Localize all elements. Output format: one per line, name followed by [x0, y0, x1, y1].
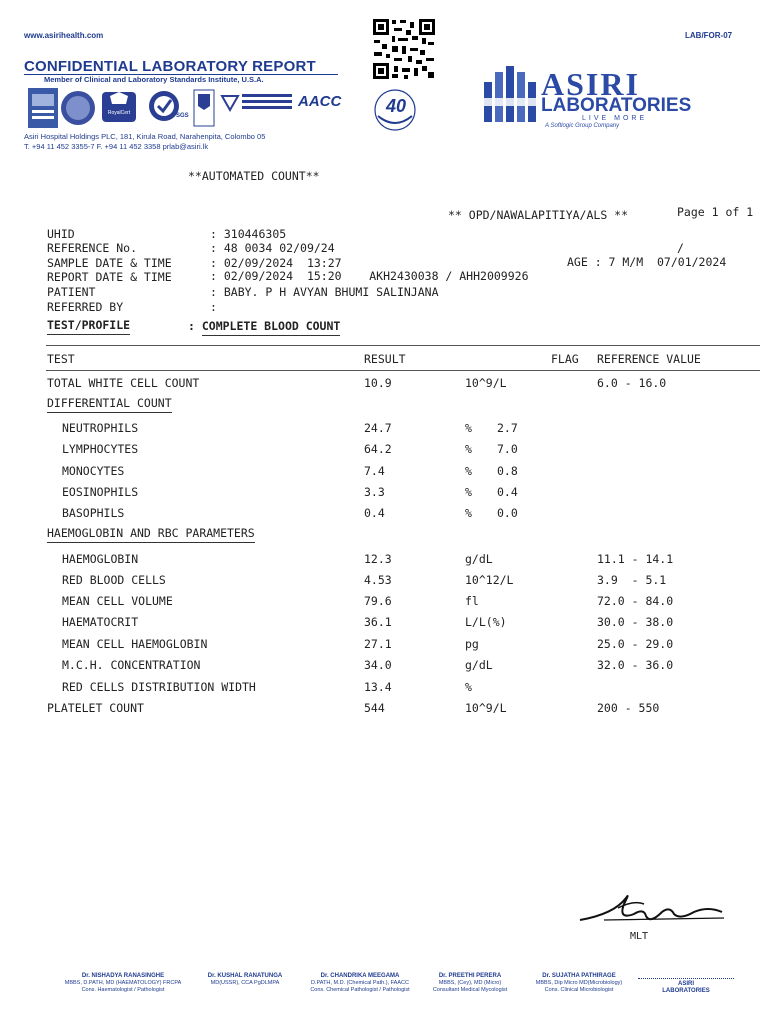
test-name: LYMPHOCYTES — [62, 442, 139, 456]
field-patient-value: : BABY. P H AVYAN BHUMI SALINJANA — [210, 285, 439, 299]
result-value: 3.3 — [364, 485, 385, 499]
svg-text:RoyalCert: RoyalCert — [107, 110, 131, 116]
test-name: HAEMATOCRIT — [62, 615, 139, 629]
table-row — [47, 376, 199, 390]
footer-lab-divider — [638, 978, 734, 979]
field-reference-label: REFERENCE No. — [47, 241, 138, 255]
ref-value: 72.0 - 84.0 — [597, 594, 674, 608]
asiri-logo-mark — [478, 62, 538, 128]
footer-lab-name — [638, 981, 734, 995]
col-flag: FLAG — [551, 352, 579, 366]
result-value: 7.4 — [364, 464, 385, 478]
test-name: BASOPHILS — [62, 506, 125, 520]
col-result: RESULT — [364, 352, 406, 366]
result-value: 10.9 — [364, 376, 392, 390]
unit-value: % — [465, 464, 472, 478]
form-code: LAB/FOR-07 — [685, 31, 733, 40]
ref-value: 32.0 - 36.0 — [597, 658, 674, 672]
doctor-title: MD(USSR), CCA PgDLMPA — [210, 980, 280, 986]
doctor-name: Dr. PREETHI PERERA — [438, 973, 502, 979]
page-indicator: Page 1 of 1 — [677, 205, 754, 219]
result-value: 36.1 — [364, 615, 392, 629]
field-uhid-value: : 310446305 — [210, 227, 287, 241]
test-name: TOTAL WHITE CELL COUNT — [47, 376, 200, 390]
website-url[interactable]: www.asirihealth.com — [24, 31, 104, 40]
result-value: 24.7 — [364, 421, 392, 435]
result-value: 13.4 — [364, 680, 392, 694]
unit-value: % — [465, 421, 472, 435]
unit-value: L/L(%) — [465, 615, 507, 629]
unit-value: % — [465, 485, 472, 499]
ref-value: 200 - 550 — [597, 701, 660, 715]
result-value: 27.1 — [364, 637, 392, 651]
unit-value: % — [465, 442, 472, 456]
sample-date-value: 02/09/2024 13:27 — [223, 256, 342, 270]
ref-value: 0.8 — [497, 464, 518, 478]
ref-value: 11.1 - 14.1 — [597, 552, 674, 566]
field-sample-label: SAMPLE DATE & TIME — [47, 256, 172, 270]
automated-count: **AUTOMATED COUNT** — [188, 169, 320, 183]
qr-code — [372, 18, 436, 80]
table-header-divider — [46, 370, 760, 371]
field-sample-value: : 02/09/2024 13:27 — [210, 256, 342, 270]
col-test: TEST — [47, 352, 75, 366]
report-date-value: 02/09/2024 15:20 AKH2430038 / AHH2009926 — [223, 269, 529, 283]
uhid-value: 310446305 — [223, 227, 287, 241]
unit-value: 10^9/L — [465, 376, 507, 390]
reference-value: 48 0034 02/09/24 — [223, 241, 335, 255]
test-profile-value-wrap: : COMPLETE BLOOD COUNT — [188, 319, 340, 333]
doctor-name: Dr. NISHADYA RANASINGHE — [81, 973, 165, 979]
ref-value: 25.0 - 29.0 — [597, 637, 674, 651]
field-reference-value: : 48 0034 02/09/24 — [210, 241, 335, 255]
field-report-label: REPORT DATE & TIME — [47, 270, 172, 284]
signature-label: MLT — [630, 931, 649, 942]
footer-doctor — [190, 973, 300, 987]
address-line: Asiri Hospital Holdings PLC, 181, Kirula Road, Narahenpita, Colombo 05 — [24, 132, 266, 141]
section-heading: HAEMOGLOBIN AND RBC PARAMETERS — [47, 526, 255, 543]
test-name: RED CELLS DISTRIBUTION WIDTH — [62, 680, 256, 694]
section-heading: DIFFERENTIAL COUNT — [47, 396, 172, 413]
unit-value: pg — [465, 637, 479, 651]
doctor-title: MBBS, Dip Micro MD(Microbiology) — [535, 980, 623, 986]
unit-value: % — [465, 680, 472, 694]
brand-name: ASIRI — [541, 66, 640, 102]
ref-value: 6.0 - 16.0 — [597, 376, 667, 390]
table-top-divider — [46, 345, 760, 346]
patient-name-value: BABY. P H AVYAN BHUMI SALINJANA — [223, 285, 439, 299]
test-name: RED BLOOD CELLS — [62, 573, 166, 587]
test-name: M.C.H. CONCENTRATION — [62, 658, 201, 672]
member-line: Member of Clinical and Laboratory Standards Institute, U.S.A. — [44, 75, 264, 84]
test-name: EOSINOPHILS — [62, 485, 139, 499]
ref-value: 0.4 — [497, 485, 518, 499]
doctor-title: MBBS, D.PATH, MD (HAEMATOLOGY) FRCPA — [64, 980, 182, 986]
test-name: MEAN CELL VOLUME — [62, 594, 173, 608]
footer-lab-line1: ASIRI — [677, 981, 694, 987]
result-value: 0.4 — [364, 506, 385, 520]
unit-value: fl — [465, 594, 479, 608]
unit-value: g/dL — [465, 552, 493, 566]
unit-value: % — [465, 506, 472, 520]
doctor-title: MBBS, (Cey), MD (Micro) — [438, 980, 502, 986]
sgs-label: SGS — [176, 113, 189, 119]
brand-sub: LABORATORIES — [541, 95, 692, 116]
result-value: 79.6 — [364, 594, 392, 608]
footer-doctor — [58, 973, 188, 994]
doctor-role: Cons. Clinical Microbiologist — [544, 987, 614, 993]
opd-location: ** OPD/NAWALAPITIYA/ALS ** — [448, 208, 629, 222]
test-profile-label: TEST/PROFILE — [47, 318, 130, 335]
doctor-name: Dr. KUSHAL RANATUNGA — [207, 973, 283, 979]
result-value: 34.0 — [364, 658, 392, 672]
unit-value: g/dL — [465, 658, 493, 672]
doctor-name: Dr. SUJATHA PATHIRAGE — [542, 973, 616, 979]
test-name: HAEMOGLOBIN — [62, 552, 139, 566]
field-uhid-label: UHID — [47, 227, 75, 241]
signature — [574, 890, 730, 934]
result-value: 64.2 — [364, 442, 392, 456]
address-block — [24, 132, 265, 152]
asiri-emblem-icon — [478, 62, 538, 128]
test-name: NEUTROPHILS — [62, 421, 139, 435]
age-slash: / — [677, 241, 684, 255]
field-referred-value: : — [210, 300, 224, 314]
brand-group: A Softlogic Group Company — [545, 123, 620, 129]
ref-value: 7.0 — [497, 442, 518, 456]
unit-value: 10^9/L — [465, 701, 507, 715]
ref-value: 0.0 — [497, 506, 518, 520]
age-value: AGE : 7 M/M 07/01/2024 — [567, 255, 727, 269]
col-reference: REFERENCE VALUE — [597, 352, 701, 366]
doctor-role: Consultant Medical Mycologist — [432, 987, 508, 993]
ref-value: 30.0 - 38.0 — [597, 615, 674, 629]
anniversary-years: 40 — [386, 96, 407, 116]
doctor-title: D.PATH, M.D. (Chemical Path.), FAACC — [311, 980, 409, 986]
field-report-value: : 02/09/2024 15:20 AKH2430038 / AHH2009926 — [210, 269, 529, 283]
footer-doctor — [524, 973, 634, 994]
contact-line: T. +94 11 452 3355-7 F. +94 11 452 3358 prlab@asiri.lk — [24, 142, 209, 151]
doctor-role: Cons. Chemical Pathologist / Pathologist — [310, 987, 410, 993]
doctor-name: Dr. CHANDRIKA MEEGAMA — [320, 973, 400, 979]
unit-value: 10^12/L — [465, 573, 514, 587]
test-name: MONOCYTES — [62, 464, 125, 478]
result-value: 12.3 — [364, 552, 392, 566]
aacc-logo: AACC — [298, 93, 342, 110]
test-name: MEAN CELL HAEMOGLOBIN — [62, 637, 208, 651]
report-title: CONFIDENTIAL LABORATORY REPORT — [24, 58, 316, 75]
ref-value: 2.7 — [497, 421, 518, 435]
field-referred-label: REFERRED BY — [47, 300, 124, 314]
signature-icon — [574, 890, 730, 934]
footer-doctor — [420, 973, 520, 994]
brand-tagline: LIVE MORE — [582, 115, 648, 122]
test-name: PLATELET COUNT — [47, 701, 144, 715]
ref-value: 3.9 - 5.1 — [597, 573, 667, 587]
footer-doctor — [300, 973, 420, 994]
footer-lab-line2: LABORATORIES — [662, 988, 710, 994]
field-patient-label: PATIENT — [47, 285, 96, 299]
result-value: 4.53 — [364, 573, 392, 587]
result-value: 544 — [364, 701, 385, 715]
test-profile-value: COMPLETE BLOOD COUNT — [202, 319, 340, 336]
doctor-role: Cons. Haematologist / Pathologist — [81, 987, 165, 993]
